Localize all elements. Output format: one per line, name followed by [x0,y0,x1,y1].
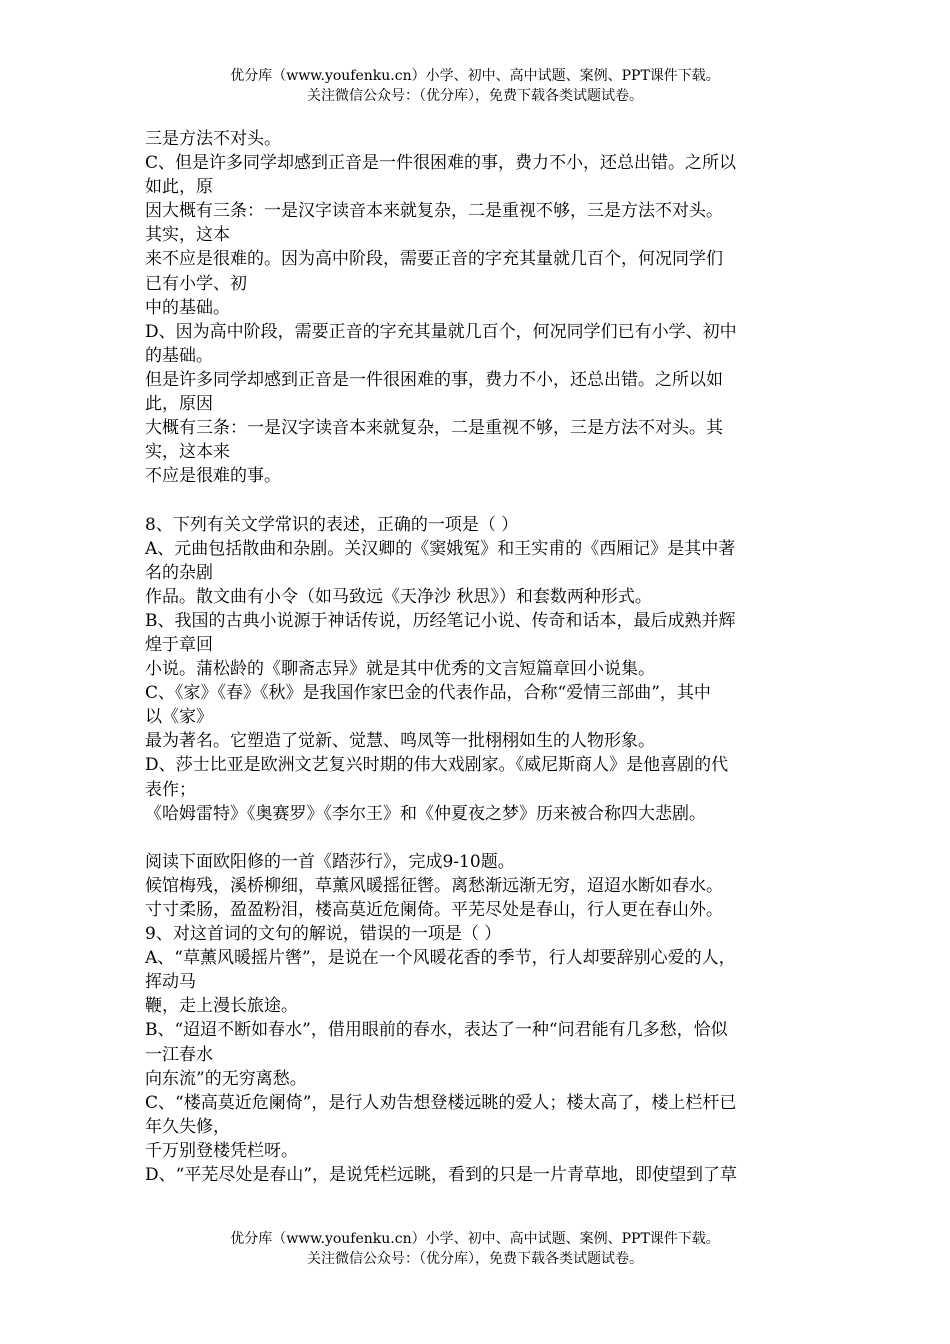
text-line: C、“楼高莫近危阑倚”，是行人劝告想登楼远眺的爱人；楼太高了，楼上栏杆已 [145,1092,737,1113]
footer-line-2: 关注微信公众号：（优分库），免费下载各类试题试卷。 [307,1251,643,1267]
text-line: D、莎士比亚是欧洲文艺复兴时期的伟大戏剧家。《威尼斯商人》是他喜剧的代 [145,755,729,776]
text-line: 作品。散文曲有小令（如马致远《天净沙 秋思》）和套数两种形式。 [145,586,652,607]
text-line: 其实，这本 [145,225,230,246]
text-line: 名的杂剧 [145,562,213,583]
text-line: B、“迢迢不断如春水”，借用眼前的春水，表达了一种“问君能有几多愁，恰似 [145,1020,728,1041]
text-line: B、我国的古典小说源于神话传说，历经笔记小说、传奇和话本，最后成熟并辉 [145,610,736,631]
text-line: 鞭，走上漫长旅途。 [145,996,298,1017]
text-line: 9、对这首词的文句的解说，错误的一项是（ ） [145,924,502,945]
text-line: C、但是许多同学却感到正音是一件很困难的事，费力不小，还总出错。之所以 [145,153,737,174]
text-line: 三是方法不对头。 [145,129,281,149]
text-line: 大概有三条：一是汉字读音本来就复杂，二是重视不够，三是方法不对头。其 [145,418,723,439]
text-line: 不应是很难的事。 [145,466,281,487]
text-line: A、元曲包括散曲和杂剧。关汉卿的《窦娥冤》和王实甫的《西厢记》是其中著 [145,538,736,559]
blank-line [145,826,815,850]
text-line: 最为著名。它塑造了觉新、觉慧、鸣凤等一批栩栩如生的人物形象。 [145,731,655,752]
text-line: 以《家》 [145,707,213,728]
text-line: 8、下列有关文学常识的表述，正确的一项是（ ） [145,514,519,535]
text-line: 如此，原 [145,177,213,198]
text-line: 小说。蒲松龄的《聊斋志异》就是其中优秀的文言短篇章回小说集。 [145,659,655,680]
text-line: 已有小学、初 [145,273,247,294]
body-text [145,127,815,1187]
text-line: 千万别登楼凭栏呀。 [145,1140,298,1161]
text-line: 寸寸柔肠，盈盈粉泪，楼高莫近危阑倚。平芜尽处是春山，行人更在春山外。 [145,900,723,920]
text-line: 煌于章回 [145,634,213,655]
header-line-2: 关注微信公众号：（优分库），免费下载各类试题试卷。 [307,88,643,104]
text-line: 年久失修， [145,1116,230,1137]
text-line: 但是许多同学却感到正音是一件很困难的事，费力不小，还总出错。之所以如 [145,369,723,390]
text-line: 阅读下面欧阳修的一首《踏莎行》，完成9-10题。 [145,851,515,872]
text-line: 表作； [145,779,196,800]
text-line: 来不应是很难的。因为高中阶段，需要正音的字充其量就几百个，何况同学们 [145,249,723,270]
text-line: A、“草薰风暖摇片辔”，是说在一个风暖花香的季节，行人却要辞别心爱的人， [145,948,736,969]
text-line: D、“平芜尽处是春山”，是说凭栏远眺，看到的只是一片青草地，即使望到了草 [145,1165,738,1186]
blank-line [145,488,815,512]
text-line: 此，原因 [145,394,213,415]
header-line-1: 优分库（www.youfenku.cn）小学、初中、高中试题、案例、PPT课件下载。 [230,68,720,84]
text-line: 中的基础。 [145,297,230,318]
text-line: 《哈姆雷特》《奥赛罗》《李尔王》和《仲夏夜之梦》历来被合称四大悲剧。 [145,803,706,824]
text-line: 因大概有三条：一是汉字读音本来就复杂，二是重视不够，三是方法不对头。 [145,201,723,222]
text-line: 一江春水 [145,1044,213,1065]
text-line: 实，这本来 [145,442,230,463]
page-header [0,66,950,106]
text-line: D、因为高中阶段，需要正音的字充其量就几百个，何况同学们已有小学、初中 [145,321,737,342]
page-footer [0,1229,950,1269]
text-line: 挥动马 [145,972,196,993]
text-line: 向东流”的无穷离愁。 [145,1068,307,1089]
text-line: 的基础。 [145,345,213,366]
text-line: C、《家》《春》《秋》是我国作家巴金的代表作品，合称“爱情三部曲”，其中 [145,683,711,704]
footer-line-1: 优分库（www.youfenku.cn）小学、初中、高中试题、案例、PPT课件下载。 [230,1231,720,1247]
text-line: 候馆梅残，溪桥柳细，草薰风暖摇征辔。离愁渐远渐无穷，迢迢水断如春水。 [145,875,723,896]
